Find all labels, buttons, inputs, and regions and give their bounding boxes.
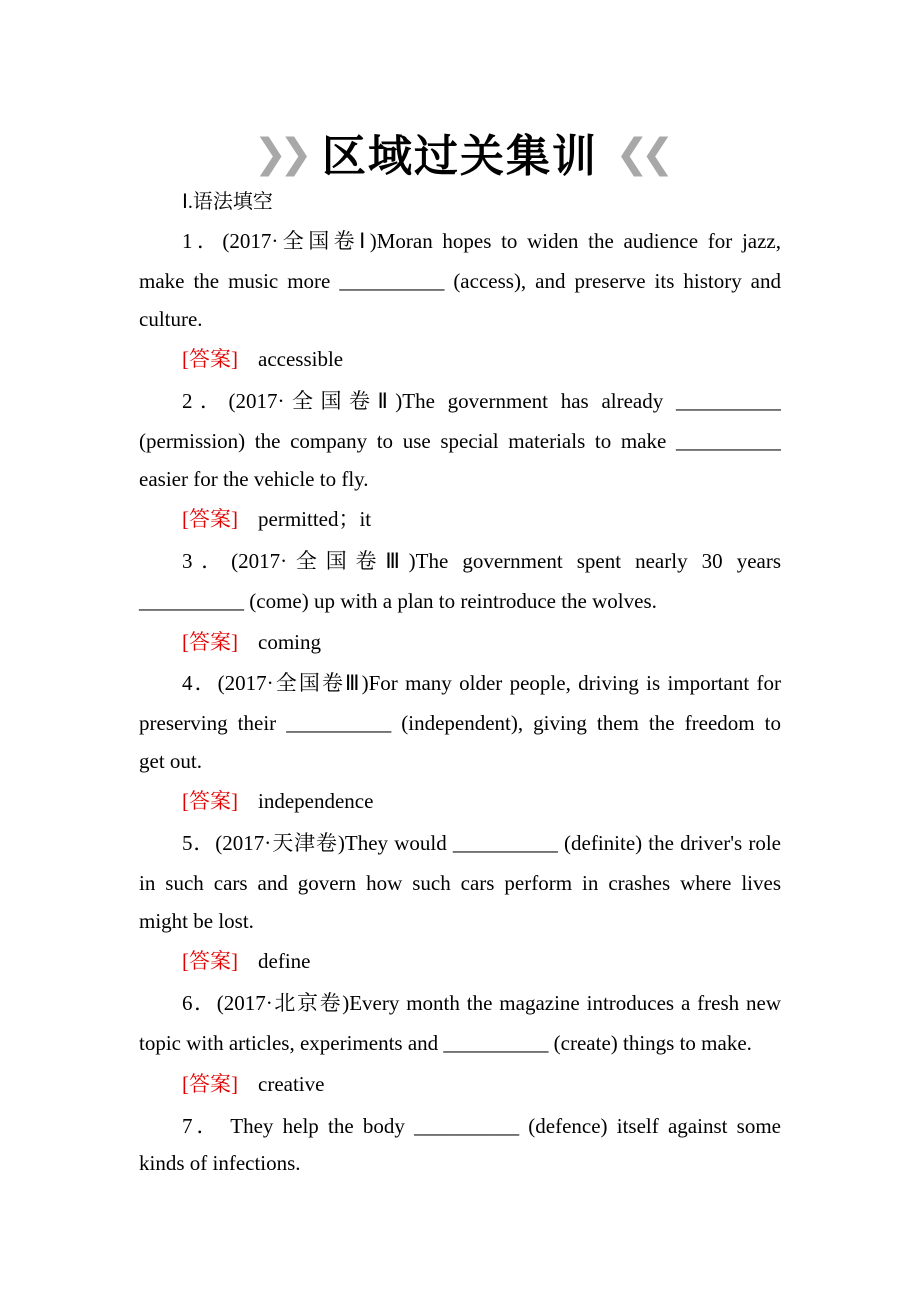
answer-tag: [答案] (182, 949, 238, 973)
question-line: make the music more __________ (access), and preserve its history and (139, 269, 781, 293)
question-line: 1．(2017·全国卷Ⅰ)Moran hopes to widen the audience for jazz, (182, 229, 781, 253)
answer-line (182, 506, 781, 532)
question-line: __________ (come) up with a plan to reintroduce the wolves. (139, 589, 657, 613)
answer-text: permitted；it (258, 507, 372, 531)
title-text: 区域过关集训 (322, 131, 598, 182)
question-line: culture. (139, 307, 203, 331)
question-line: in such cars and govern how such cars perform in crashes where lives (139, 871, 781, 895)
question-line: easier for the vehicle to fly. (139, 467, 369, 491)
page-title (0, 120, 920, 184)
answer-line (182, 948, 781, 974)
answer-line (182, 1071, 781, 1097)
section-heading: Ⅰ.语法填空 (182, 191, 273, 213)
chevron-left-icon: ❮❮ (615, 131, 667, 177)
answer-tag: [答案] (182, 347, 238, 371)
chevron-right-icon: ❯❯ (253, 131, 305, 177)
answer-tag: [答案] (182, 789, 238, 813)
answer-line (182, 346, 781, 372)
question-line: topic with articles, experiments and __________ (create) things to make. (139, 1031, 752, 1055)
question-line: 7． They help the body __________ (defence) itself against some (182, 1114, 781, 1138)
question-line: 4．(2017·全国卷Ⅲ)For many older people, driving is important for (182, 671, 781, 695)
answer-tag: [答案] (182, 630, 238, 654)
answer-text: independence (258, 789, 374, 813)
answer-line (182, 629, 781, 655)
question-line: 3．(2017·全国卷Ⅲ)The government spent nearly 30 years (182, 549, 781, 573)
answer-text: accessible (258, 347, 344, 371)
question-line: preserving their __________ (independent), giving them the freedom to (139, 711, 781, 735)
answer-text: coming (258, 630, 321, 654)
answer-text: define (258, 949, 311, 973)
answer-tag: [答案] (182, 507, 238, 531)
question-line: 2．(2017·全国卷Ⅱ)The government has already __________ (182, 389, 781, 413)
answer-line (182, 788, 781, 814)
question-line: 5．(2017·天津卷)They would __________ (definite) the driver's role (182, 831, 781, 855)
question-line: 6．(2017·北京卷)Every month the magazine introduces a fresh new (182, 991, 781, 1015)
answer-tag: [答案] (182, 1072, 238, 1096)
answer-text: creative (258, 1072, 325, 1096)
question-line: kinds of infections. (139, 1151, 301, 1175)
question-line: get out. (139, 749, 202, 773)
question-line: (permission) the company to use special materials to make __________ (139, 429, 781, 453)
question-line: might be lost. (139, 909, 254, 933)
